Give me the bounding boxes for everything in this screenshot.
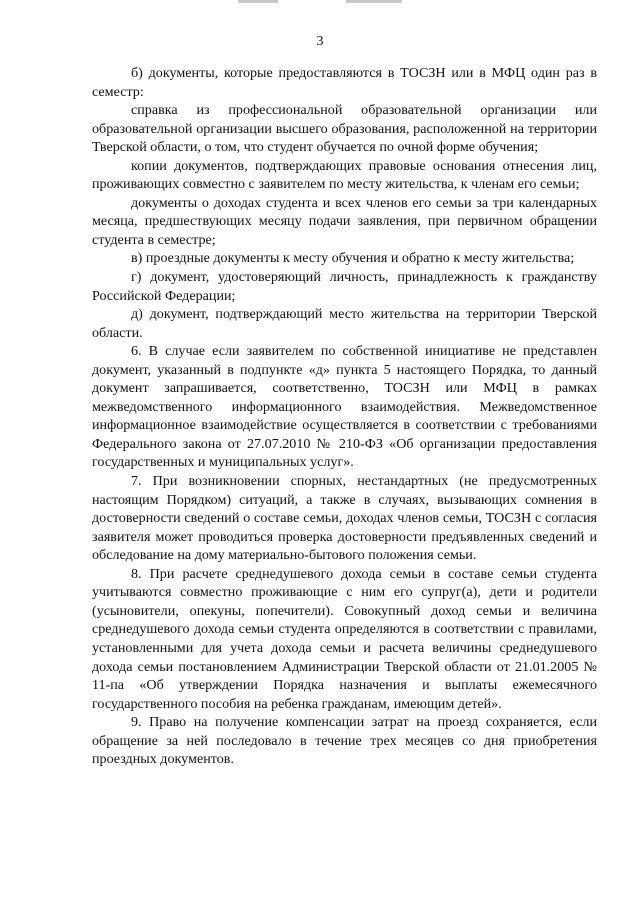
scan-artifact xyxy=(238,0,278,3)
paragraph-5v: в) проездные документы к месту обучения и обратно к месту жительства; xyxy=(131,250,575,267)
paragraph-8: 8. При расчете среднедушевого дохода семьи в составе семьи студента учитываются совместно проживающие с ним его супруг(а), дети и родители (усыновители, опекуны, попечители). Совокупный доход семьи и величина среднедушевого дохода семьи студента определяются в соответствии с правилами, установленными для учета дохода семьи и расчета величины среднедушевого дохода семьи постановлением Администрации Тверской области от 21.01.2005 № 11-па «Об утверждении Порядка назначения и выплаты ежемесячного государственного пособия на ребенка гражданам, имеющим детей». xyxy=(92,565,597,712)
paragraph-6: 6. В случае если заявителем по собственной инициативе не представлен документ, указанный в подпункте «д» пункта 5 настоящего Порядка, то данный документ запрашивается, соответственно, ТОСЗН или МФЦ в рамках межведомственного информационного взаимодействия. Межведомственное информационное взаимодействие осуществляется в соответствии с требованиями Федерального закона от 27.07.2010 № 210-ФЗ «Об организации предоставления государственных и муниципальных услуг». xyxy=(92,343,597,471)
paragraph-5g: г) документ, удостоверяющий личность, принадлежность к гражданству Российской Федерации; xyxy=(92,269,597,304)
paragraph-5b-item-certificate: справка из профессиональной образовательной организации или образовательной организации высшего образования, расположенной на территории Тверской области, о том, что студент обучается по очной форме обучения; xyxy=(92,102,597,156)
page-number: 3 xyxy=(316,34,324,49)
paragraph-9: 9. Право на получение компенсации затрат на проезд сохраняется, если обращение за ней последовало в течение трех месяцев со дня приобретения проездных документов. xyxy=(92,714,597,768)
scan-artifact xyxy=(346,0,402,3)
document-body xyxy=(92,64,597,769)
paragraph-7: 7. При возникновении спорных, нестандартных (не предусмотренных настоящим Порядком) ситуаций, а также в случаях, вызывающих сомнения в достоверности сведений о составе семьи, доходах членов семьи, ТОСЗН с согласия заявителя может проводиться проверка достоверности предъявленных сведений и обследование на дому материально-бытового положения семьи. xyxy=(92,473,597,564)
paragraph-5b-item-family-docs: копии документов, подтверждающих правовые основания отнесения лиц, проживающих совместно с заявителем по месту жительства, к членам его семьи; xyxy=(92,157,597,193)
paragraph-5b: б) документы, которые предоставляются в ТОСЗН или в МФЦ один раз в семестр: xyxy=(92,65,597,100)
paragraph-5b-item-income: документы о доходах студента и всех членов его семьи за три календарных месяца, предшествующих месяцу подачи заявления, при первичном обращении студента в семестре; xyxy=(92,194,597,248)
paragraph-5d: д) документ, подтверждающий место жительства на территории Тверской области. xyxy=(92,306,597,341)
